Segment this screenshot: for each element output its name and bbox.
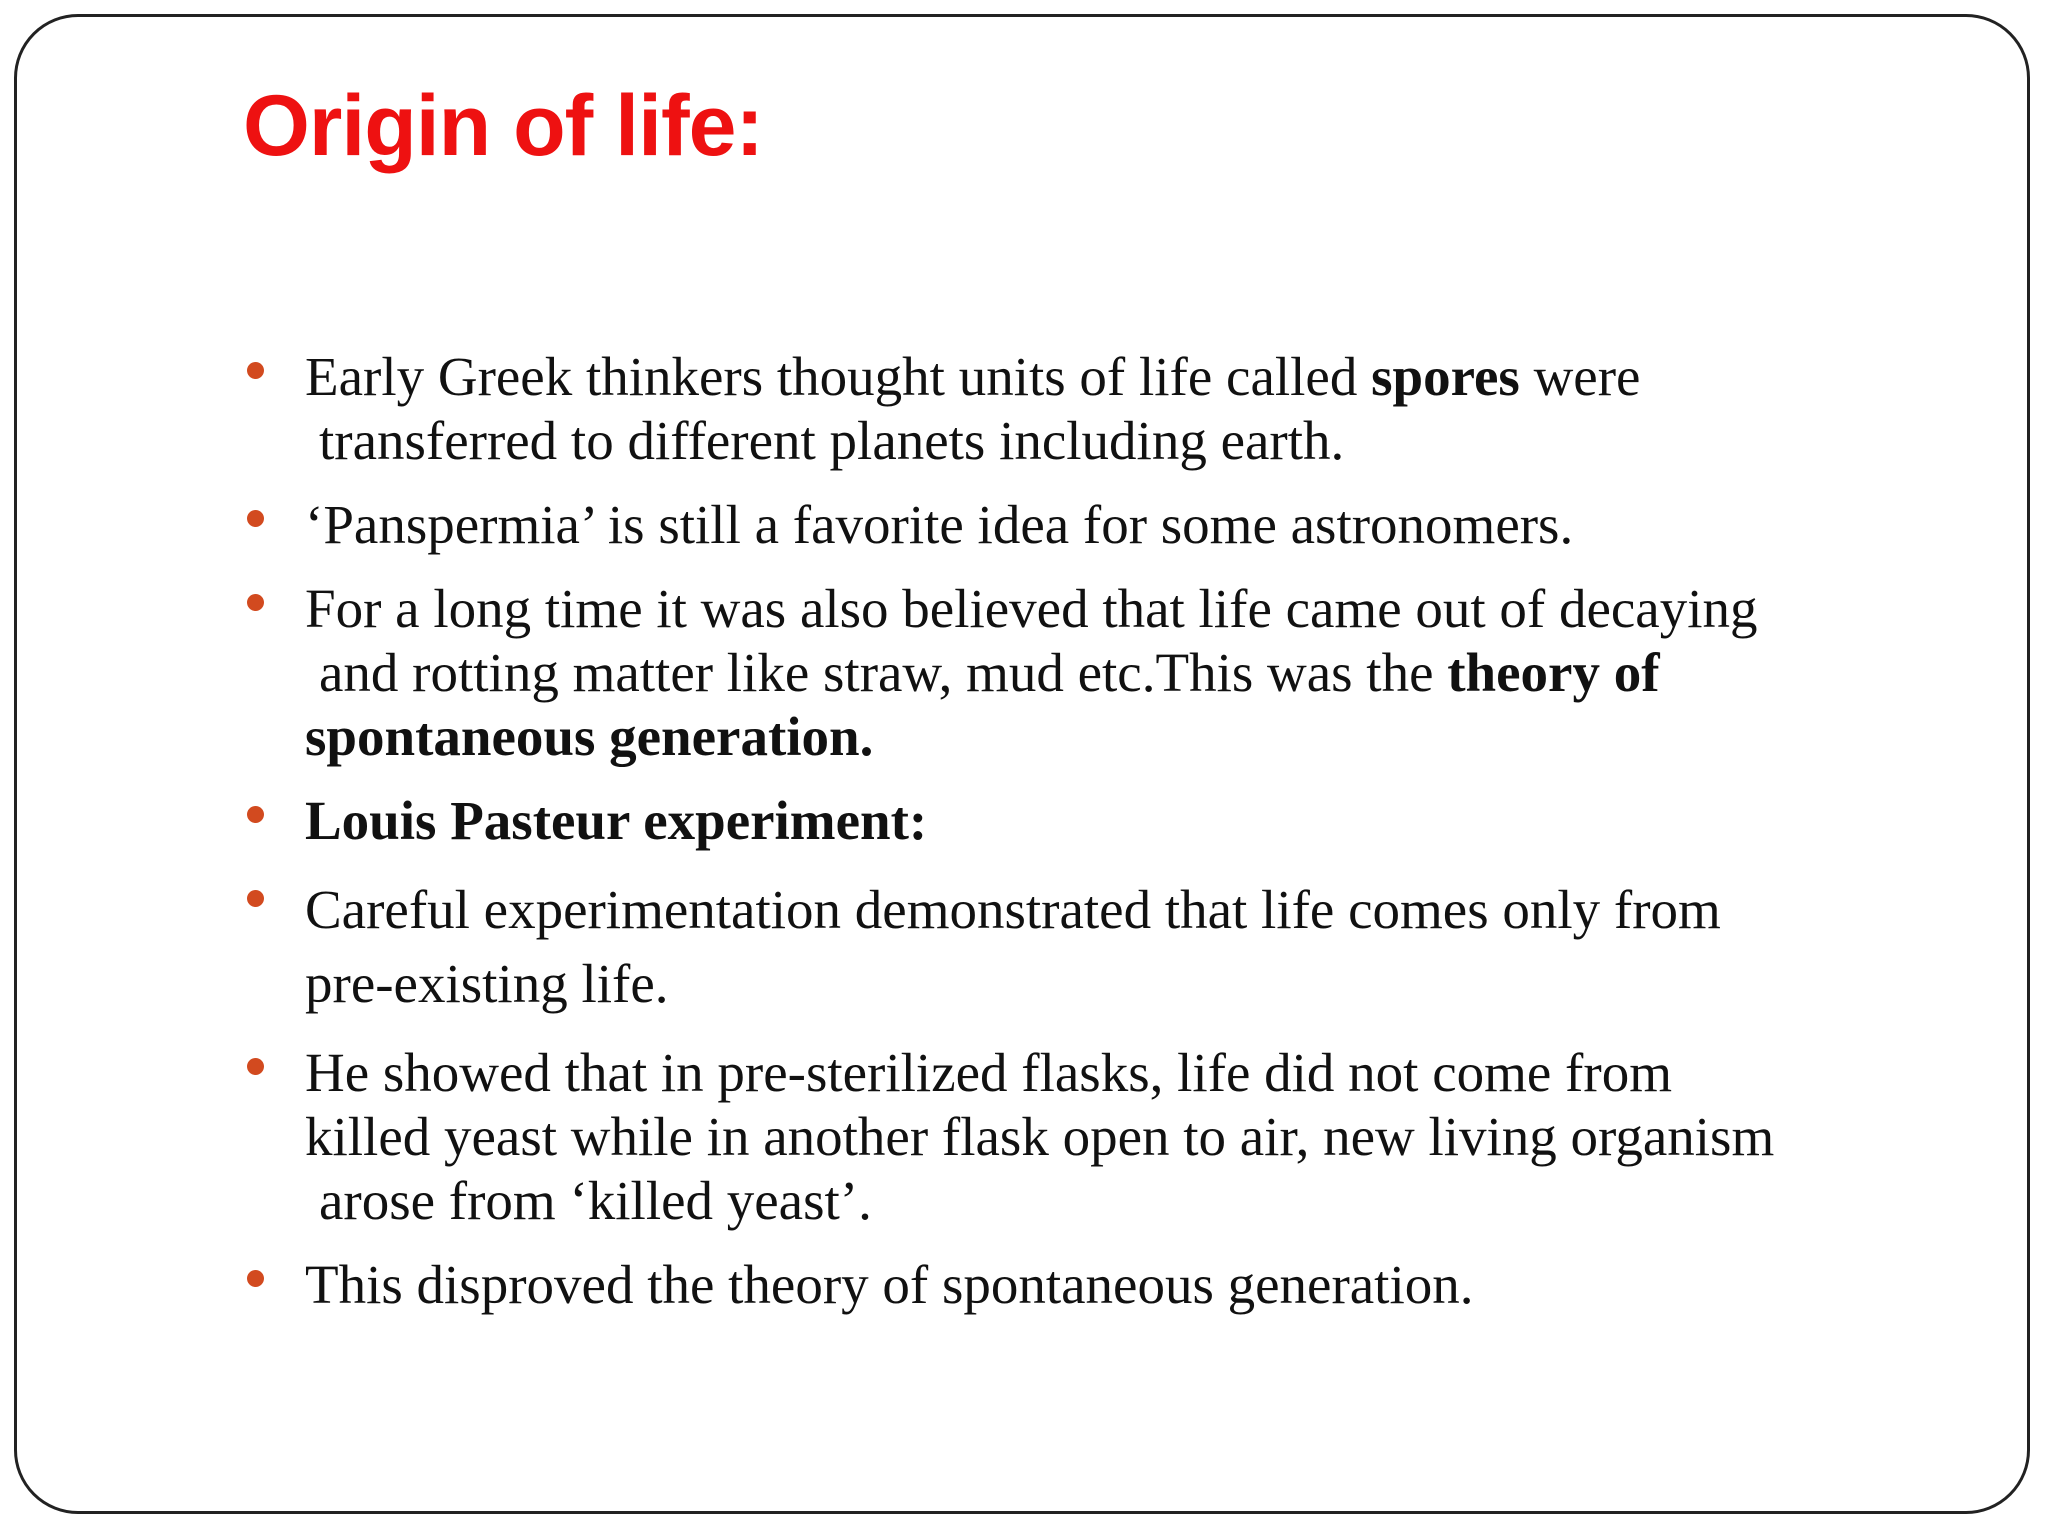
bold-term: theory of xyxy=(1447,642,1660,703)
bullet-line: transferred to different planets including earth. xyxy=(319,410,1345,471)
bullet-dot-icon xyxy=(247,1270,264,1287)
list-item xyxy=(247,345,1947,473)
bullet-list xyxy=(247,345,1947,1337)
list-item xyxy=(247,577,1947,769)
slide-frame xyxy=(14,14,2030,1514)
list-item xyxy=(247,493,1947,557)
bullet-dot-icon xyxy=(247,890,264,907)
bullet-line: killed yeast while in another flask open to air, new living organism xyxy=(305,1106,1775,1167)
bullet-dot-icon xyxy=(247,362,264,379)
list-item xyxy=(247,1253,1947,1317)
bullet-dot-icon xyxy=(247,1058,264,1075)
bullet-line xyxy=(305,641,1947,705)
bullet-heading: Louis Pasteur experiment: xyxy=(305,790,928,851)
bullet-line: ‘Panspermia’ is still a favorite idea for some astronomers. xyxy=(305,494,1574,555)
list-item xyxy=(247,873,1947,1021)
bullet-line: For a long time it was also believed that life came out of decaying xyxy=(305,578,1758,639)
list-item xyxy=(247,789,1947,853)
bullet-dot-icon xyxy=(247,806,264,823)
bullet-text: were xyxy=(1519,346,1641,407)
bullet-dot-icon xyxy=(247,594,264,611)
bullet-dot-icon xyxy=(247,510,264,527)
bullet-line: He showed that in pre-sterilized flasks, life did not come from xyxy=(305,1042,1672,1103)
slide-title: Origin of life: xyxy=(243,78,764,174)
bullet-line: Careful experimentation demonstrated that life comes only from xyxy=(305,879,1721,940)
bold-term: spores xyxy=(1371,346,1520,407)
bullet-line: pre-existing life. xyxy=(305,953,669,1014)
list-item xyxy=(247,1041,1947,1233)
bold-term: spontaneous generation. xyxy=(305,706,874,767)
bullet-line: This disproved the theory of spontaneous generation. xyxy=(305,1254,1474,1315)
bullet-line xyxy=(305,345,1947,409)
bullet-text: Early Greek thinkers thought units of life called xyxy=(305,346,1372,407)
bullet-line: arose from ‘killed yeast’. xyxy=(319,1170,872,1231)
bullet-text: and rotting matter like straw, mud etc.This was the xyxy=(319,642,1448,703)
